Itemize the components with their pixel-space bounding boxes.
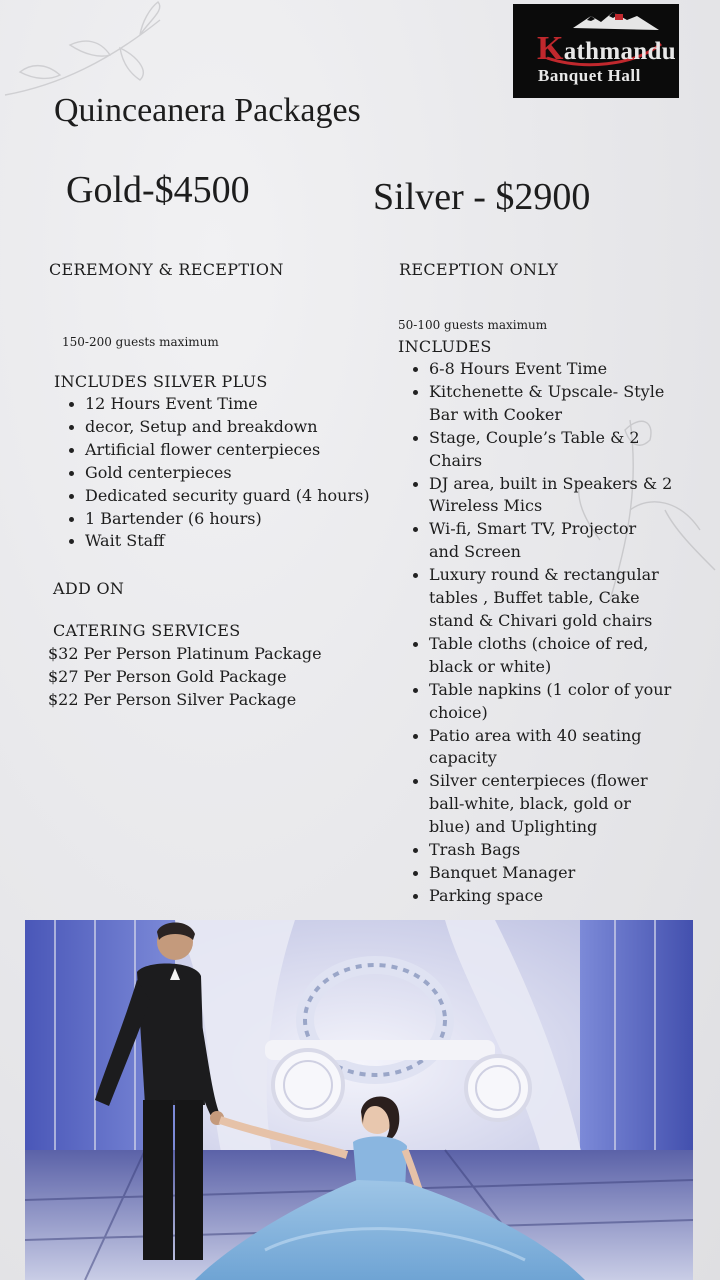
silver-guests: 50-100 guests maximum bbox=[398, 318, 548, 332]
catering-line: $32 Per Person Platinum Package bbox=[48, 644, 322, 663]
logo-tagline: Banquet Hall bbox=[538, 66, 641, 85]
list-item: decor, Setup and breakdown bbox=[54, 416, 370, 439]
list-item: Silver centerpieces (flower bbox=[398, 770, 672, 793]
gold-includes-heading: INCLUDES SILVER PLUS bbox=[54, 372, 268, 391]
list-item: Luxury round & rectangular bbox=[398, 564, 672, 587]
list-item: stand & Chivari gold chairs bbox=[429, 610, 653, 630]
silver-section-heading: RECEPTION ONLY bbox=[399, 260, 559, 279]
silver-includes-list bbox=[398, 358, 672, 908]
list-item: Wireless Mics bbox=[429, 496, 543, 516]
list-item: ball-white, black, gold or bbox=[429, 794, 631, 814]
logo-name: Kathmandu bbox=[537, 30, 676, 67]
catering-heading: CATERING SERVICES bbox=[53, 621, 241, 640]
list-item: Artificial flower centerpieces bbox=[54, 439, 370, 462]
list-item: choice) bbox=[429, 702, 488, 722]
list-item: capacity bbox=[429, 748, 497, 768]
gold-price: Gold-$4500 bbox=[66, 169, 250, 211]
list-item: 1 Bartender (6 hours) bbox=[54, 508, 370, 531]
catering-line: $22 Per Person Silver Package bbox=[48, 690, 297, 709]
list-item: 12 Hours Event Time bbox=[54, 393, 370, 416]
list-item: Dedicated security guard (4 hours) bbox=[54, 485, 370, 508]
list-item: Kitchenette & Upscale- Style bbox=[398, 381, 672, 404]
addon-heading: ADD ON bbox=[53, 579, 125, 598]
list-item: Trash Bags bbox=[398, 839, 672, 862]
page-title: Quinceanera Packages bbox=[54, 92, 361, 129]
list-item: blue) and Uplighting bbox=[429, 817, 598, 837]
catering-line: $27 Per Person Gold Package bbox=[48, 667, 287, 686]
list-item: Wait Staff bbox=[54, 530, 370, 553]
list-item: Patio area with 40 seating bbox=[398, 725, 672, 748]
list-item: Table napkins (1 color of your bbox=[398, 679, 672, 702]
list-item: and Screen bbox=[429, 542, 521, 562]
list-item: DJ area, built in Speakers & 2 bbox=[398, 473, 672, 496]
list-item: Gold centerpieces bbox=[54, 462, 370, 485]
gold-section-heading: CEREMONY & RECEPTION bbox=[49, 260, 284, 279]
silver-price: Silver - $2900 bbox=[373, 176, 591, 218]
list-item: tables , Buffet table, Cake bbox=[429, 588, 640, 608]
kathmandu-banquet-hall-logo bbox=[513, 4, 679, 98]
list-item: Stage, Couple’s Table & 2 bbox=[398, 427, 672, 450]
list-item: black or white) bbox=[429, 656, 552, 676]
list-item: 6-8 Hours Event Time bbox=[398, 358, 672, 381]
list-item: Table cloths (choice of red, bbox=[398, 633, 672, 656]
list-item: Wi-fi, Smart TV, Projector bbox=[398, 518, 672, 541]
quinceanera-photo bbox=[25, 920, 693, 1280]
gold-guests: 150-200 guests maximum bbox=[62, 335, 219, 349]
list-item: Parking space bbox=[398, 885, 672, 908]
list-item: Bar with Cooker bbox=[429, 404, 562, 424]
list-item: Chairs bbox=[429, 450, 483, 470]
gold-includes-list bbox=[54, 393, 370, 553]
list-item: Banquet Manager bbox=[398, 862, 672, 885]
silver-includes-heading: INCLUDES bbox=[398, 337, 492, 356]
